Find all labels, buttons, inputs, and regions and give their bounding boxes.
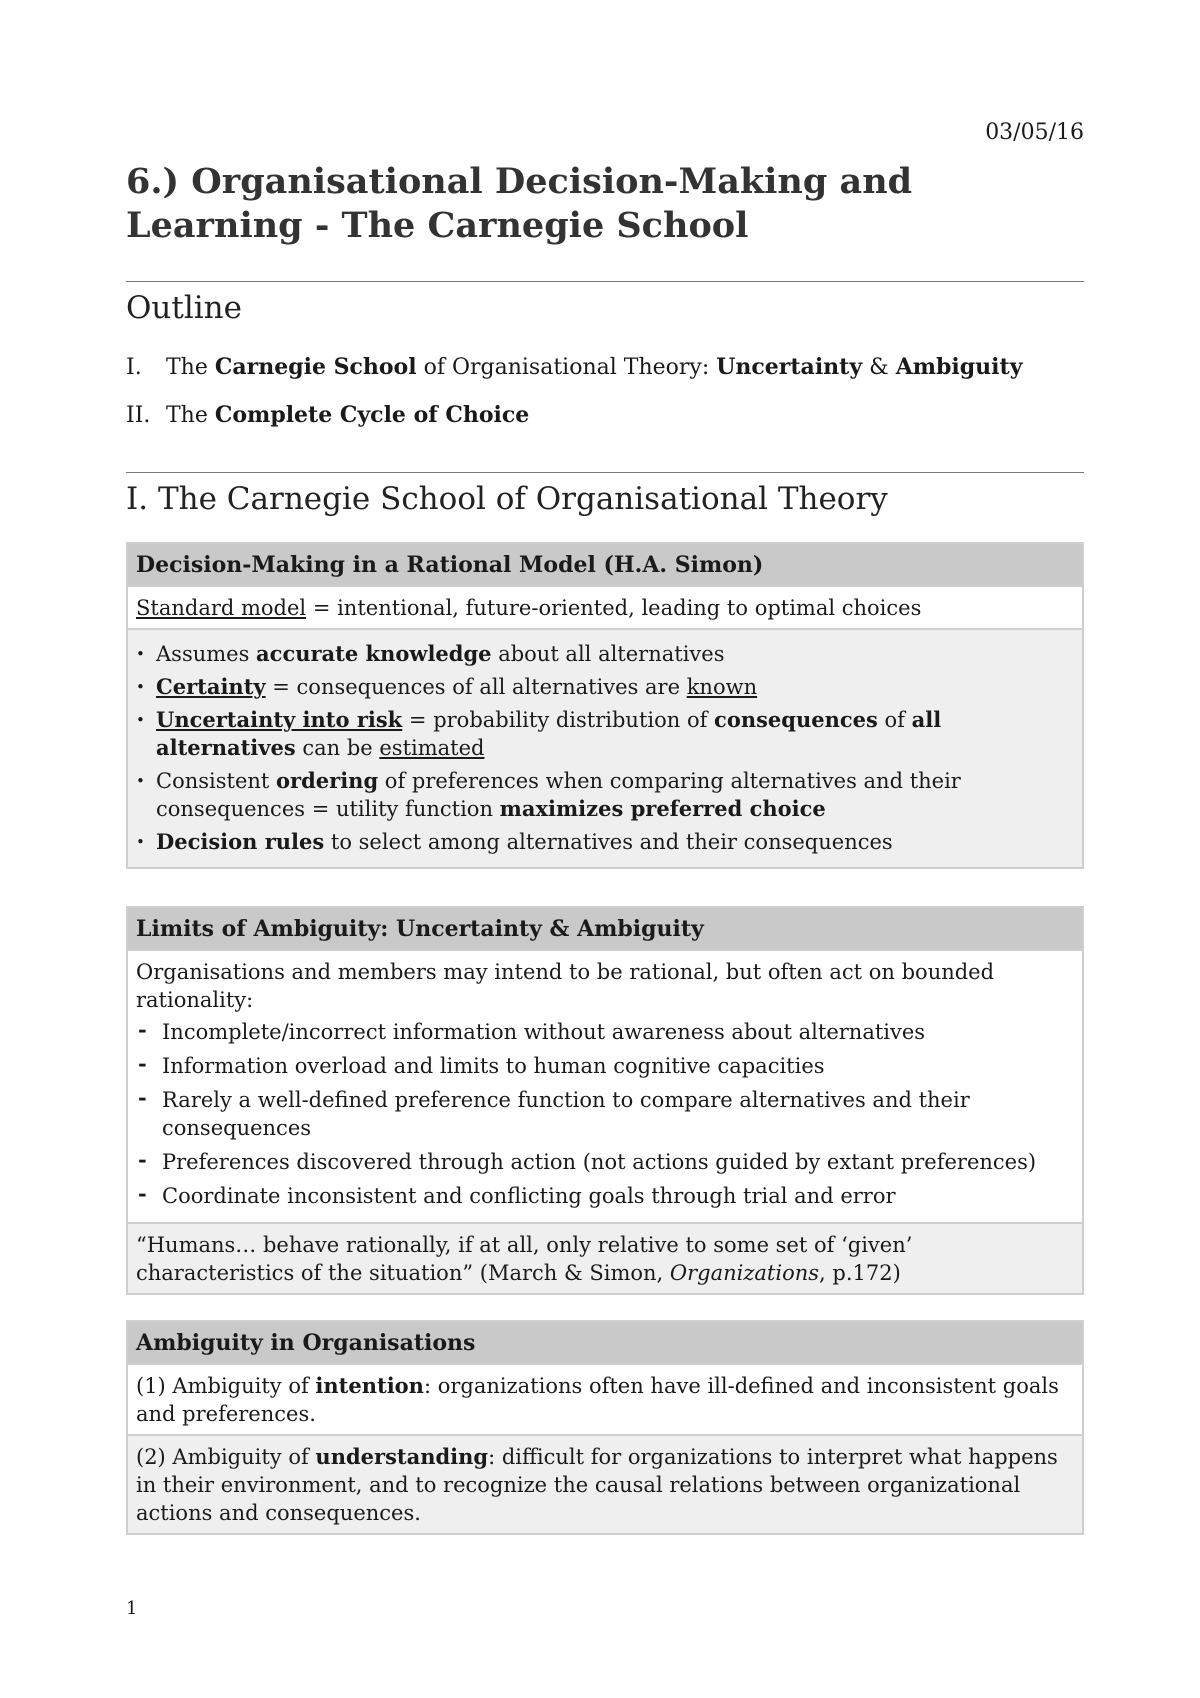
quote-row: “Humans… behave rationally, if at all, only relative to some set of ‘given’ characteristics of the situation” (March & Simon, Organizations, p.172) <box>127 1223 1083 1294</box>
outline-item: II. The Complete Cycle of Choice <box>126 402 530 428</box>
table-header: Limits of Ambiguity: Uncertainty & Ambiguity <box>127 907 1083 950</box>
list-item: - Incomplete/incorrect information without awareness about alternatives <box>136 1018 1074 1046</box>
page-number: 1 <box>126 1598 138 1619</box>
list-item: - Rarely a well-defined preference function to compare alternatives and their consequences <box>136 1086 1074 1142</box>
list-item: • Uncertainty into risk = probability distribution of consequences of all alternatives can be estimated <box>136 706 1074 762</box>
outline-item: I. The Carnegie School of Organisational Theory: Uncertainty & Ambiguity <box>126 354 1023 380</box>
section-heading: I. The Carnegie School of Organisational Theory <box>126 481 888 517</box>
list-item: - Coordinate inconsistent and conflicting goals through trial and error <box>136 1182 1074 1210</box>
intro-text: Organisations and members may intend to be rational, but often act on bounded rationality: <box>136 960 995 1012</box>
table-header: Ambiguity in Organisations <box>127 1321 1083 1364</box>
ambiguity-limits-table <box>126 906 1084 1295</box>
table-row: (1) Ambiguity of intention: organizations often have ill-defined and inconsistent goals and preferences. <box>127 1364 1083 1435</box>
table-header: Decision-Making in a Rational Model (H.A. Simon) <box>127 543 1083 586</box>
divider <box>126 472 1084 473</box>
date: 03/05/16 <box>985 120 1084 145</box>
page-title: 6.) Organisational Decision-Making and Learning - The Carnegie School <box>126 161 913 246</box>
table-row <box>127 950 1083 1223</box>
rational-model-table <box>126 542 1084 869</box>
table-row: (2) Ambiguity of understanding: difficult for organizations to interpret what happens in their environment, and to recognize the causal relations between organizational actions and consequences. <box>127 1435 1083 1534</box>
list-item: - Preferences discovered through action (not actions guided by extant preferences) <box>136 1148 1074 1176</box>
divider <box>126 281 1084 282</box>
table-row <box>127 629 1083 868</box>
ambiguity-organisations-table <box>126 1320 1084 1535</box>
table-row: Standard model = intentional, future-oriented, leading to optimal choices <box>127 586 1083 629</box>
list-item: - Information overload and limits to human cognitive capacities <box>136 1052 1074 1080</box>
list-item: • Certainty = consequences of all alternatives are known <box>136 673 1074 701</box>
outline-heading: Outline <box>126 290 242 326</box>
list-item: • Assumes accurate knowledge about all alternatives <box>136 640 1074 668</box>
list-item: • Consistent ordering of preferences when comparing alternatives and their consequences = utility function maximizes preferred choice <box>136 767 1074 823</box>
list-item: • Decision rules to select among alternatives and their consequences <box>136 828 1074 856</box>
